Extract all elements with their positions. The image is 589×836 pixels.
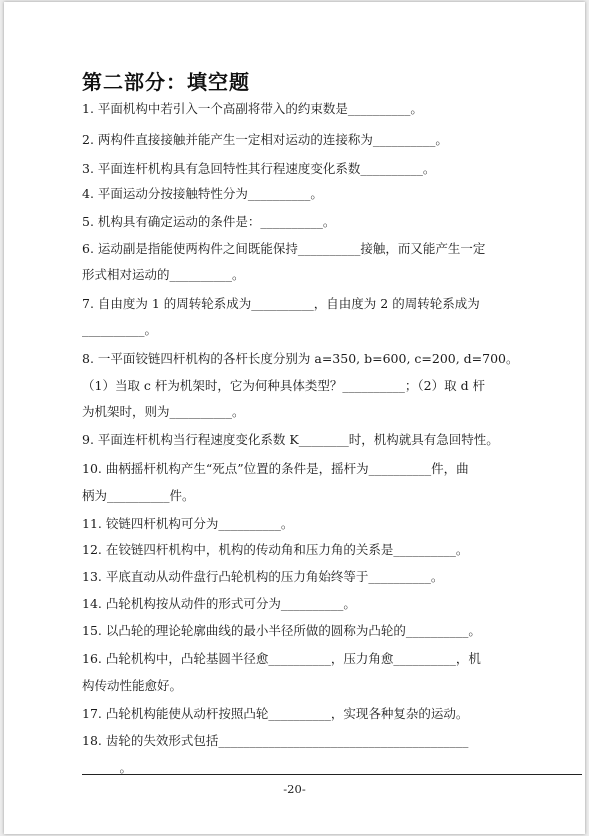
section-title: 第二部分：填空题 (82, 70, 250, 94)
question-17-line: 17. 凸轮机构能使从动杆按照凸轮__________，实现各种复杂的运动。 (82, 706, 469, 721)
document-page (4, 2, 585, 834)
question-2-line: 2. 两构件直接接触并能产生一定相对运动的连接称为__________。 (82, 132, 448, 147)
question-8-line-1: 8. 一平面铰链四杆机构的各杆长度分别为 a=350, b=600, c=200, d=700。 (82, 351, 519, 366)
question-10-line-1: 10. 曲柄摇杆机构产生“死点”位置的条件是，摇杆为__________件，曲 (82, 461, 469, 476)
question-12-line: 12. 在铰链四杆机构中，机构的传动角和压力角的关系是__________。 (82, 542, 469, 557)
question-9-line: 9. 平面连杆机构当行程速度变化系数 K________时，机构就具有急回特性。 (82, 432, 499, 447)
question-7-line-2: __________。 (82, 322, 158, 337)
question-3-line: 3. 平面连杆机构具有急回特性其行程速度变化系数__________。 (82, 161, 436, 176)
question-5-line: 5. 机构具有确定运动的条件是：__________。 (82, 214, 336, 229)
question-18-line-2: ______。 (82, 760, 133, 775)
question-14-line: 14. 凸轮机构按从动件的形式可分为__________。 (82, 596, 356, 611)
question-10-line-2: 柄为__________件。 (82, 488, 195, 503)
question-18-line-1: 18. 齿轮的失效形式包括________________________________________ (82, 733, 469, 748)
question-8-line-2: （1）当取 c 杆为机架时，它为何种具体类型？__________；（2）取 d 杆 (82, 378, 486, 393)
question-13-line: 13. 平底直动从动件盘行凸轮机构的压力角始终等于__________。 (82, 569, 444, 584)
question-7-line-1: 7. 自由度为 1 的周转轮系成为__________，自由度为 2 的周转轮系成为 (82, 296, 480, 311)
question-16-line-1: 16. 凸轮机构中，凸轮基圆半径愈__________，压力角愈__________，机 (82, 651, 481, 666)
question-6-line-1: 6. 运动副是指能使两构件之间既能保持__________接触，而又能产生一定 (82, 241, 486, 256)
question-16-line-2: 构传动性能愈好。 (82, 678, 183, 693)
page-number: -20- (283, 782, 306, 796)
question-11-line: 11. 铰链四杆机构可分为__________。 (82, 516, 294, 531)
question-8-line-3: 为机架时，则为__________。 (82, 404, 245, 419)
footer-rule (82, 774, 582, 775)
question-15-line: 15. 以凸轮的理论轮廓曲线的最小半径所做的圆称为凸轮的__________。 (82, 623, 481, 638)
question-4-line: 4. 平面运动分按接触特性分为__________。 (82, 186, 323, 201)
question-6-line-2: 形式相对运动的__________。 (82, 267, 245, 282)
question-1-line: 1. 平面机构中若引入一个高副将带入的约束数是__________。 (82, 101, 423, 116)
